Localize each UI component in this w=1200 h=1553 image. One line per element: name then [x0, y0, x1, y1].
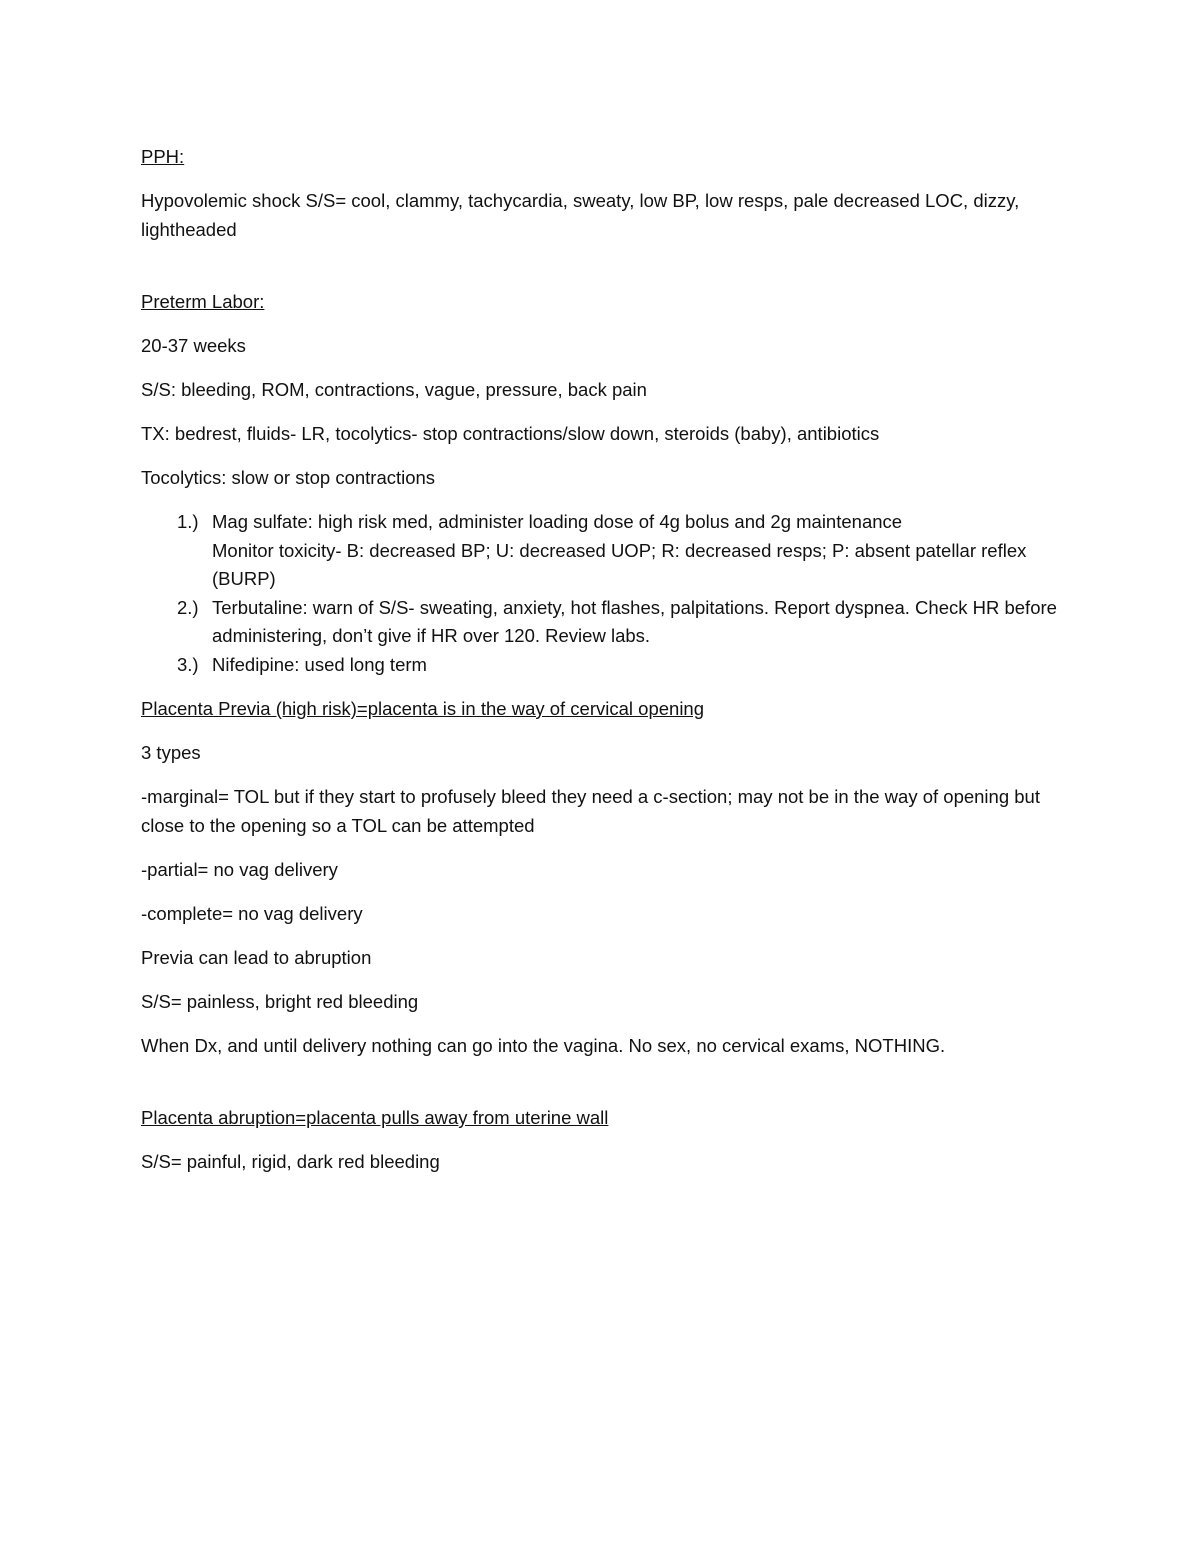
previa-types: 3 types [141, 742, 201, 763]
preterm-weeks: 20-37 weeks [141, 335, 246, 356]
previa-dx: When Dx, and until delivery nothing can go into the vagina. No sex, no cervical exams, NOTHING. [141, 1034, 946, 1056]
list-number: 1.) [177, 511, 199, 532]
list-item [141, 508, 1061, 594]
preterm-signs: S/S: bleeding, ROM, contractions, vague, pressure, back pain [141, 379, 647, 400]
nifedipine-text: Nifedipine: used long term [212, 653, 427, 675]
previa-heading: Placenta Previa (high risk)=placenta is in the way of cervical opening [141, 698, 705, 719]
list-item [141, 594, 1061, 651]
previa-complete: -complete= no vag delivery [141, 902, 363, 924]
previa-partial: -partial= no vag delivery [141, 858, 338, 880]
list-item [141, 651, 1061, 680]
pph-heading: PPH: [141, 146, 185, 167]
abruption-heading: Placenta abruption=placenta pulls away from uterine wall [141, 1107, 609, 1128]
abruption-signs: S/S= painful, rigid, dark red bleeding [141, 1151, 440, 1172]
previa-signs: S/S= painless, bright red bleeding [141, 990, 419, 1012]
terbutaline-text: Terbutaline: warn of S/S- sweating, anxiety, hot flashes, palpitations. Report dyspnea. Check HR before administering, don’t give if HR over 120. Review labs. [212, 596, 1057, 646]
list-number: 3.) [177, 653, 199, 675]
preterm-heading: Preterm Labor: [141, 291, 265, 312]
previa-marginal: -marginal= TOL but if they start to profusely bleed they need a c-section; may not be in the way of opening but close to the opening so a TOL can be attempted [141, 786, 1040, 836]
mag-sulfate-text: Mag sulfate: high risk med, administer loading dose of 4g bolus and 2g maintenance [212, 511, 903, 532]
tocolytics-intro: Tocolytics: slow or stop contractions [141, 467, 436, 488]
pph-shock-text: Hypovolemic shock S/S= cool, clammy, tachycardia, sweaty, low BP, low resps, pale decreased LOC, dizzy, lightheaded [141, 190, 1020, 240]
mag-sulfate-monitor-text: Monitor toxicity- B: decreased BP; U: decreased UOP; R: decreased resps; P: absent patellar reflex (BURP) [212, 539, 1027, 589]
document-page [141, 143, 1061, 1192]
preterm-treatment: TX: bedrest, fluids- LR, tocolytics- stop contractions/slow down, steroids (baby), antibiotics [141, 423, 880, 444]
previa-lead: Previa can lead to abruption [141, 946, 372, 968]
tocolytics-list [141, 508, 1061, 679]
list-number: 2.) [177, 596, 199, 618]
